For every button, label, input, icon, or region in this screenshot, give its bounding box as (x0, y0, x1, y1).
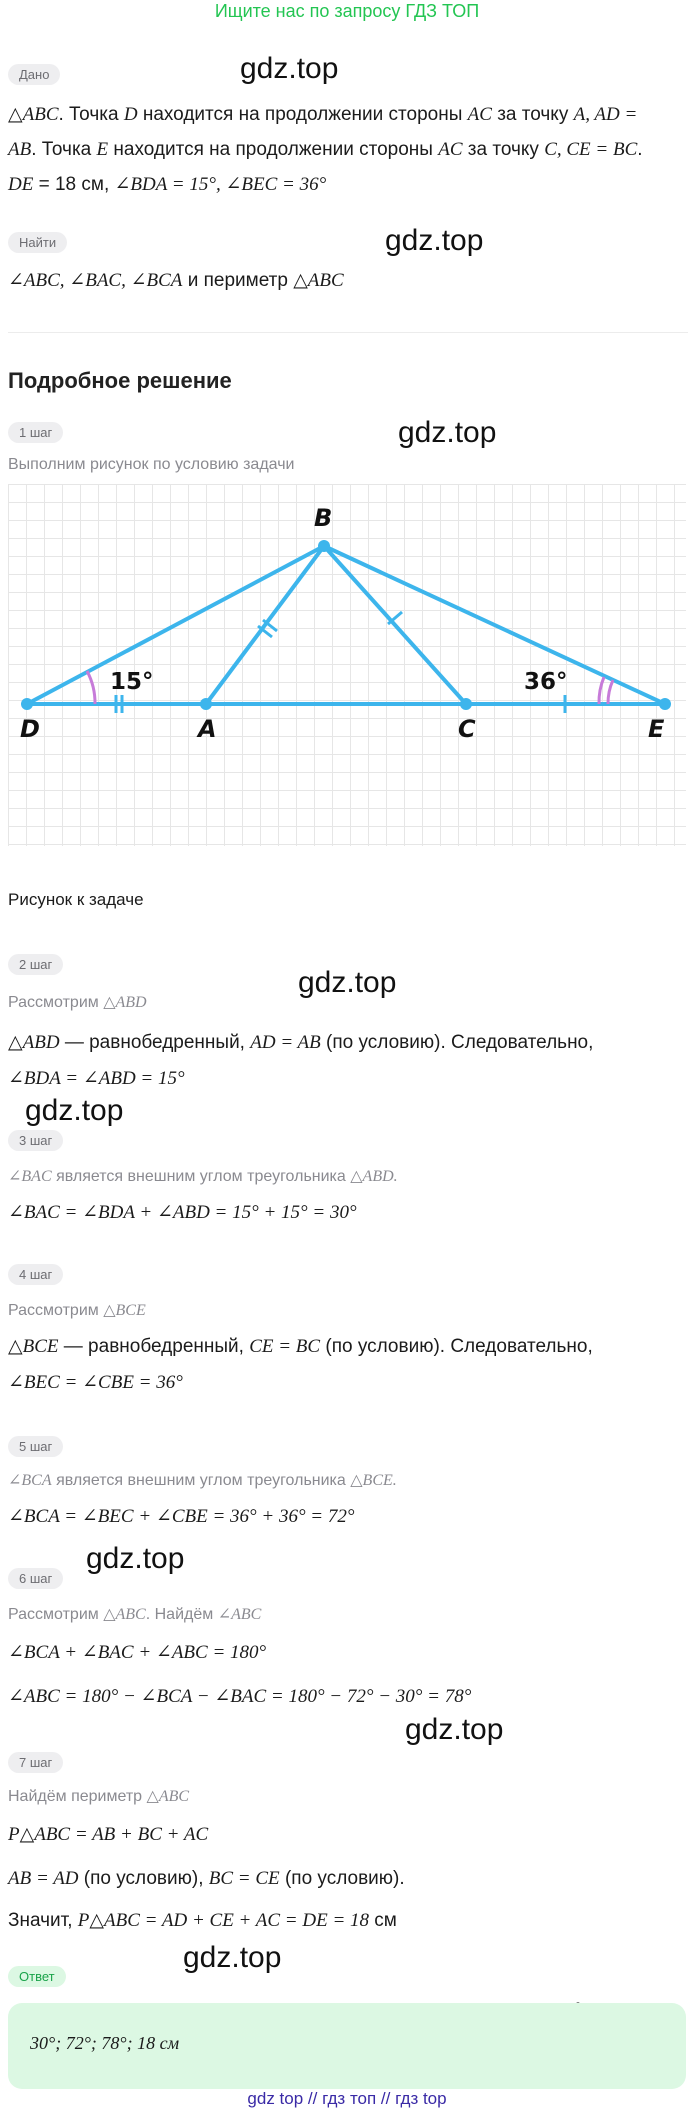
math: AB (8, 139, 32, 160)
text: . (637, 139, 643, 160)
label-e: E (648, 715, 665, 743)
step-line: ∠BDA = ∠ABD = 15° (8, 1068, 185, 1089)
answer-text: 30°; 72°; 78°; 18 см (30, 2033, 180, 2053)
point-d (21, 698, 33, 710)
label-d: D (20, 715, 40, 743)
text: Рассмотрим (8, 994, 104, 1011)
math: BC = CE (208, 1868, 280, 1889)
step-line: P△ABC = AB + BC + AC (8, 1824, 209, 1845)
watermark: gdz.top (25, 1094, 124, 1127)
segment-ab (206, 546, 324, 704)
point-a (200, 698, 212, 710)
figure-grid (8, 484, 686, 846)
step-line: ∠ABC = 180° − ∠BCA − ∠BAC = 180° − 72° − 30° = 78° (8, 1686, 472, 1707)
math: ∠ABC, ∠BAC, ∠BCA (8, 270, 183, 291)
watermark: gdz.top (405, 1713, 504, 1746)
watermark: gdz.top (240, 52, 339, 85)
math: ∠ABC (217, 1606, 262, 1623)
step-badge: 4 шаг (8, 1264, 63, 1285)
answer-badge: Ответ (8, 1966, 66, 1987)
point-b (318, 540, 330, 552)
given-badge: Дано (8, 64, 60, 85)
segment-db (27, 546, 324, 704)
math: ∠BDA = 15°, ∠BEC = 36° (114, 174, 327, 195)
text: находится на продолжении стороны (137, 104, 468, 125)
step-badge: 7 шаг (8, 1752, 63, 1773)
step-caption (8, 1470, 397, 1490)
step-caption (8, 1786, 189, 1806)
point-c (460, 698, 472, 710)
find-badge: Найти (8, 232, 67, 253)
step-caption (8, 1166, 398, 1186)
step-badge: 6 шаг (8, 1568, 63, 1589)
math: C, CE = BC (544, 139, 638, 160)
angle-d-label: 15° (110, 669, 154, 695)
step-caption: Выполним рисунок по условию задачи (8, 456, 295, 473)
angle-e-arc-1 (599, 677, 604, 704)
step-line: ∠BCA = ∠BEC + ∠CBE = 36° + 36° = 72° (8, 1506, 355, 1527)
text: (по условию), (78, 1868, 209, 1889)
given-line-1 (8, 102, 637, 128)
step-caption (8, 1604, 261, 1624)
find-line (8, 268, 344, 294)
text: является внешним углом треугольника (51, 1168, 351, 1185)
label-c: C (458, 715, 476, 743)
math: △ABC (103, 1606, 146, 1623)
math: △ABC (293, 270, 344, 291)
text: является внешним углом треугольника (51, 1472, 351, 1489)
math: CE = BC (249, 1336, 321, 1357)
step-badge: 1 шаг (8, 422, 63, 443)
math: D (123, 104, 138, 125)
segment-be (324, 546, 665, 704)
step-line (8, 1908, 397, 1934)
text: находится на продолжении стороны (108, 139, 439, 160)
step-line (8, 1866, 405, 1892)
given-line-3 (8, 172, 326, 198)
math: ∠BAC (8, 1168, 52, 1185)
divider (8, 332, 688, 333)
text: и периметр (182, 270, 294, 291)
math: AC (467, 104, 492, 125)
step-caption (8, 992, 147, 1012)
angle-e-arc-2 (608, 680, 613, 704)
step-badge: 3 шаг (8, 1130, 63, 1151)
watermark: gdz.top (86, 1542, 185, 1575)
angle-e-label: 36° (524, 669, 568, 695)
footer-links[interactable]: gdz top // гдз топ // гдз top (247, 2089, 447, 2108)
search-banner: Ищите нас по запросу ГДЗ ТОП (214, 1, 480, 21)
text: за точку (491, 104, 574, 125)
step-line: ∠BAC = ∠BDA + ∠ABD = 15° + 15° = 30° (8, 1202, 357, 1223)
text: (по условию). (279, 1868, 405, 1889)
math: △ABD. (350, 1168, 398, 1185)
math: ∠BCA (8, 1472, 52, 1489)
text: — равнобедренный, (58, 1336, 250, 1357)
text: Значит, (8, 1910, 78, 1931)
step-line (8, 1030, 593, 1056)
watermark: gdz.top (385, 224, 484, 257)
text: (по условию). Следовательно, (320, 1336, 593, 1357)
math: △BCE (103, 1302, 146, 1319)
given-line-2 (8, 137, 643, 163)
step-badge: 2 шаг (8, 954, 63, 975)
math: AD = AB (250, 1032, 321, 1053)
watermark: gdz.top (298, 966, 397, 999)
angle-d-arc (87, 671, 95, 704)
math: △BCE (8, 1336, 59, 1357)
math: A, AD = (573, 104, 638, 125)
label-b: B (314, 504, 333, 532)
math: E (96, 139, 109, 160)
text: см (369, 1910, 397, 1931)
text: . Найдём (145, 1606, 218, 1623)
math: △ABD (103, 994, 147, 1011)
step-badge: 5 шаг (8, 1436, 63, 1457)
math: △ABC (8, 104, 59, 125)
figure-caption: Рисунок к задаче (8, 890, 144, 909)
text: за точку (462, 139, 545, 160)
math: AC (438, 139, 463, 160)
triangle-figure (8, 484, 686, 846)
label-a: A (198, 715, 217, 743)
text: = 18 см, (33, 174, 115, 195)
math: △ABC (146, 1788, 190, 1805)
text: . Точка (58, 104, 124, 125)
math: P△ABC = AD + CE + AC = DE = 18 (77, 1910, 370, 1931)
watermark: gdz.top (183, 1941, 282, 1974)
math: △BCE. (350, 1472, 397, 1489)
math: DE (8, 174, 34, 195)
text: Рассмотрим (8, 1302, 104, 1319)
answer-box (8, 2003, 686, 2089)
segment-bc (324, 546, 466, 704)
text: Найдём периметр (8, 1788, 147, 1805)
step-line: ∠BCA + ∠BAC + ∠ABC = 180° (8, 1642, 267, 1663)
step-line (8, 1334, 593, 1360)
text: — равнобедренный, (59, 1032, 251, 1053)
text: (по условию). Следовательно, (320, 1032, 594, 1053)
text: Рассмотрим (8, 1606, 104, 1623)
step-line: ∠BEC = ∠CBE = 36° (8, 1372, 183, 1393)
watermark: gdz.top (398, 416, 497, 449)
math: AB = AD (8, 1868, 79, 1889)
text: . Точка (31, 139, 97, 160)
solution-title: Подробное решение (8, 368, 232, 393)
step-caption (8, 1300, 146, 1320)
point-e (659, 698, 671, 710)
math: △ABD (8, 1032, 60, 1053)
